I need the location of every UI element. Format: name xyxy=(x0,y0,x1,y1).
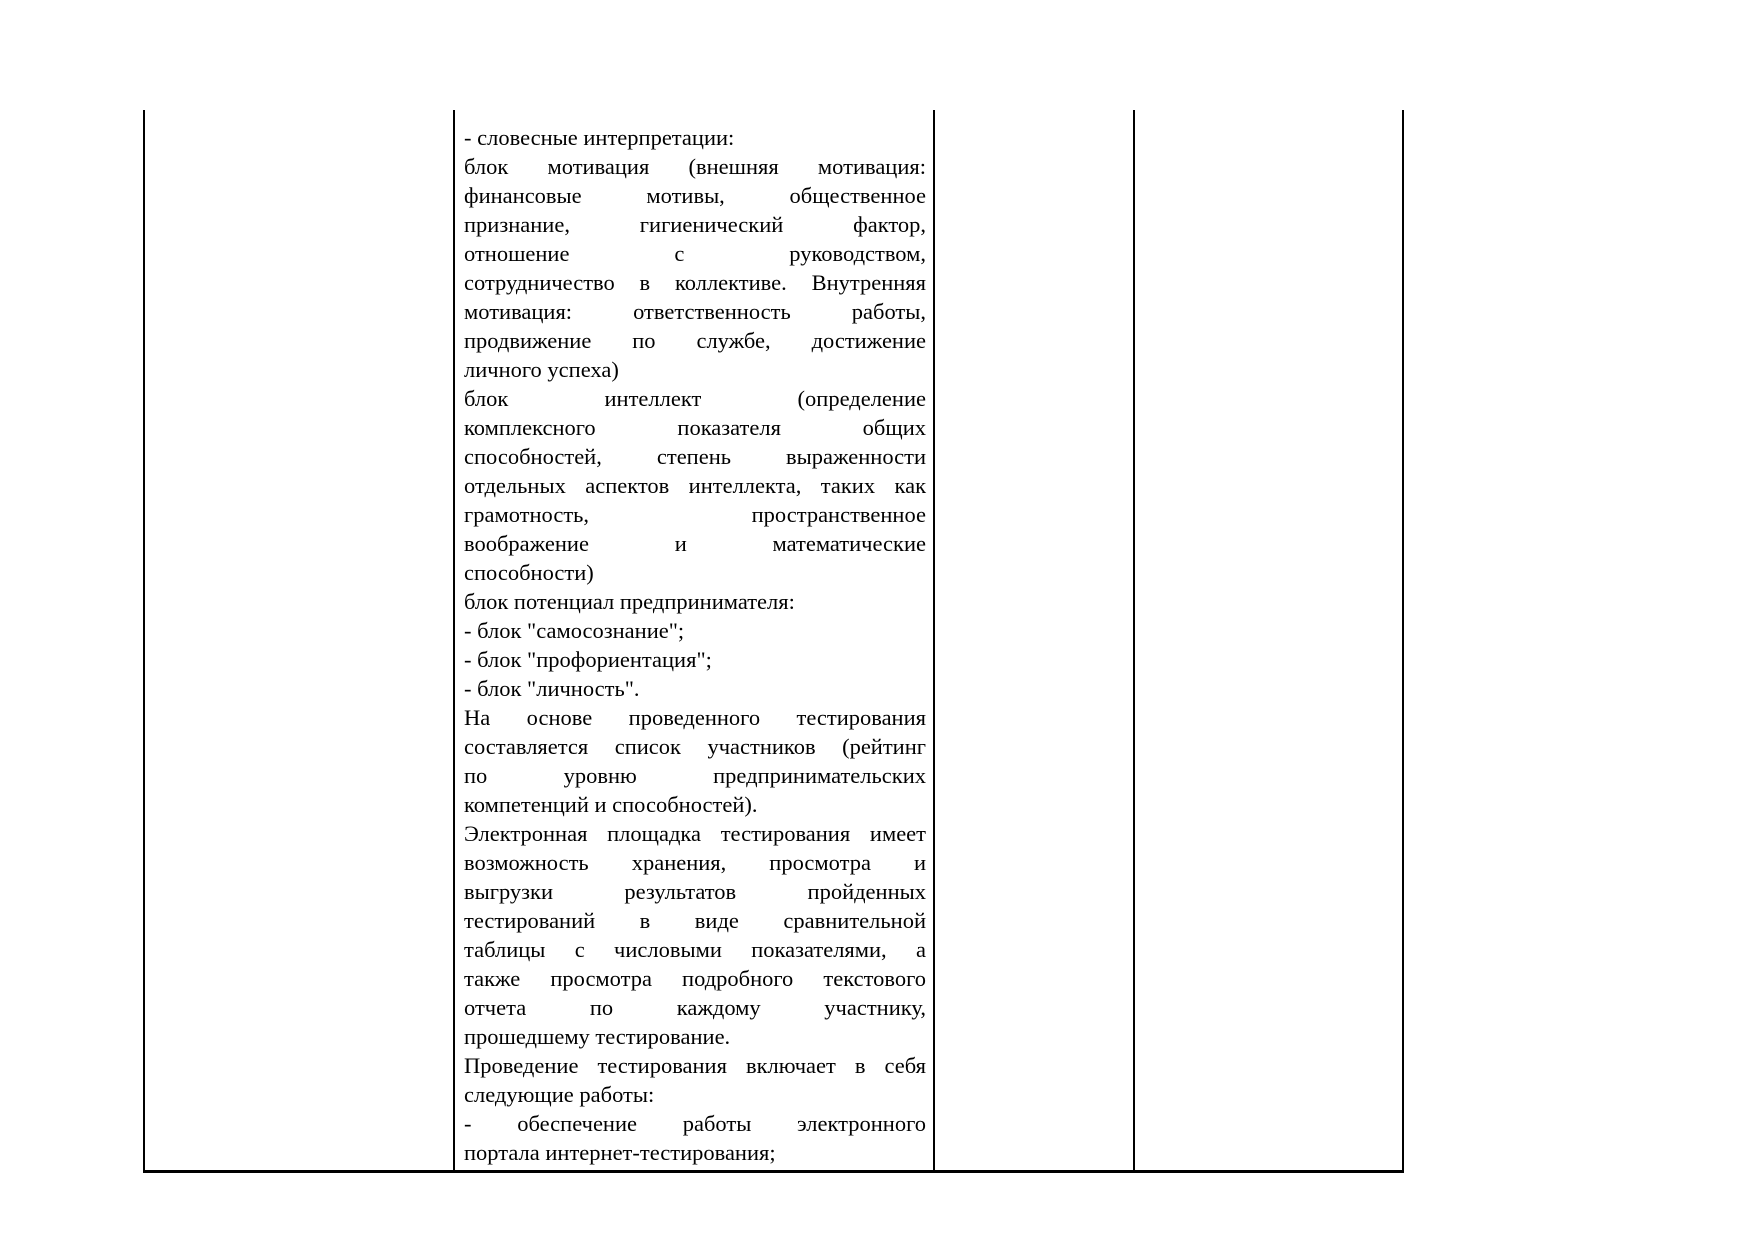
text-line: признание, гигиенический фактор, xyxy=(464,212,926,237)
paragraph xyxy=(464,123,926,152)
text-line: - обеспечение работы электронного xyxy=(464,1111,926,1136)
paragraph xyxy=(464,616,926,645)
text-line: На основе проведенного тестирования xyxy=(464,705,926,730)
text-line: по уровню предпринимательских xyxy=(464,763,926,788)
paragraph xyxy=(464,1051,926,1109)
table-cell-empty-2 xyxy=(933,110,1133,1170)
paragraph xyxy=(464,645,926,674)
text-line: сотрудничество в коллективе. Внутренняя xyxy=(464,270,926,295)
text-line: воображение и математические xyxy=(464,531,926,556)
text-line: блок мотивация (внешняя мотивация: xyxy=(464,154,926,179)
table xyxy=(143,110,1404,1173)
text-line: следующие работы: xyxy=(464,1082,655,1107)
text-line: - блок "личность". xyxy=(464,676,640,701)
table-cell-empty-1 xyxy=(143,110,453,1170)
text-line: выгрузки результатов пройденных xyxy=(464,879,926,904)
paragraph xyxy=(464,587,926,616)
table-cell-empty-3 xyxy=(1133,110,1404,1170)
text-line: комплексного показателя общих xyxy=(464,415,926,440)
text-line: портала интернет-тестирования; xyxy=(464,1140,776,1165)
text-line: грамотность, пространственное xyxy=(464,502,926,527)
text-line: прошедшему тестирование. xyxy=(464,1024,731,1049)
text-line: личного успеха) xyxy=(464,357,619,382)
paragraph xyxy=(464,674,926,703)
text-line: отдельных аспектов интеллекта, таких как xyxy=(464,473,926,498)
paragraph xyxy=(464,819,926,1051)
text-line: способностей, степень выраженности xyxy=(464,444,926,469)
paragraph xyxy=(464,384,926,587)
text-line: - блок "самосознание"; xyxy=(464,618,685,643)
text-line: возможность хранения, просмотра и xyxy=(464,850,926,875)
text-line: блок потенциал предпринимателя: xyxy=(464,589,795,614)
text-line: финансовые мотивы, общественное xyxy=(464,183,926,208)
text-line: мотивация: ответственность работы, xyxy=(464,299,926,324)
text-line: Проведение тестирования включает в себя xyxy=(464,1053,926,1078)
table-cell-text xyxy=(453,110,933,1170)
text-line: тестирований в виде сравнительной xyxy=(464,908,926,933)
paragraph xyxy=(464,152,926,384)
text-line: отношение с руководством, xyxy=(464,241,926,266)
text-line: таблицы с числовыми показателями, а xyxy=(464,937,926,962)
text-line: продвижение по службе, достижение xyxy=(464,328,926,353)
text-line: способности) xyxy=(464,560,594,585)
paragraph xyxy=(464,703,926,819)
cell-paragraphs xyxy=(464,123,926,1167)
text-line: отчета по каждому участнику, xyxy=(464,995,926,1020)
text-line: также просмотра подробного текстового xyxy=(464,966,926,991)
text-line: - словесные интерпретации: xyxy=(464,125,735,150)
text-line: - блок "профориентация"; xyxy=(464,647,712,672)
text-line: составляется список участников (рейтинг xyxy=(464,734,926,759)
text-line: Электронная площадка тестирования имеет xyxy=(464,821,926,846)
text-line: компетенций и способностей). xyxy=(464,792,758,817)
paragraph xyxy=(464,1109,926,1167)
text-line: блок интеллект (определение xyxy=(464,386,926,411)
